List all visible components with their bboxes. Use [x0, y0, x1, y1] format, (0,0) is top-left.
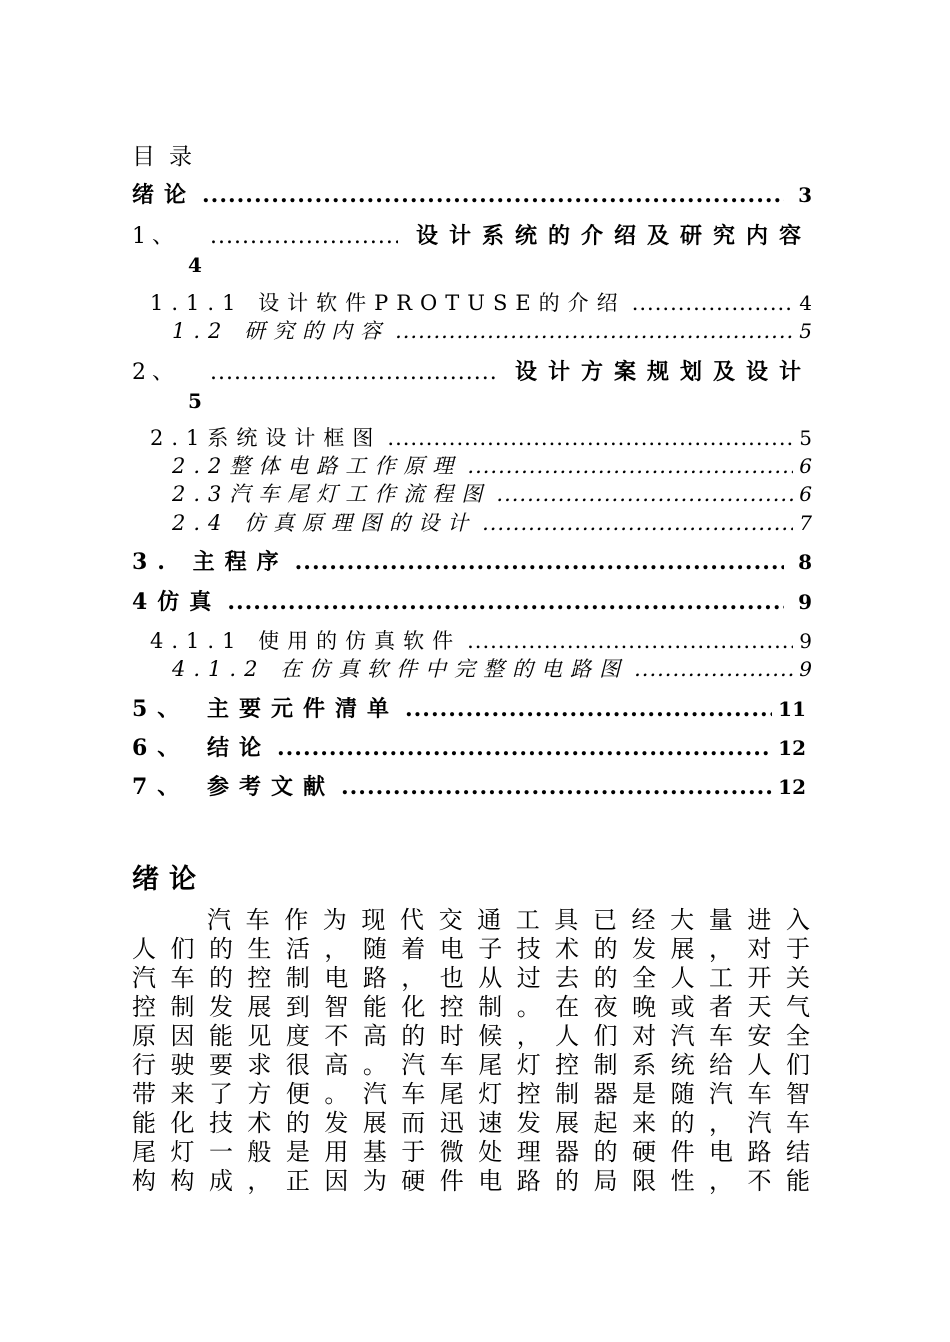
toc-entry-number: 2、 — [132, 360, 180, 385]
toc-leader-dots — [496, 479, 793, 509]
toc-entry-label: 5、 主要元件清单 — [132, 696, 399, 722]
toc-entry-chapter-1[interactable] — [132, 221, 812, 252]
toc-entry-page: 9 — [798, 590, 812, 614]
toc-entry-introduction[interactable] — [132, 180, 812, 210]
toc-entry-label: 3. 主程序 — [132, 549, 289, 575]
toc-entry-label: 设计方案规划及设计 — [514, 359, 812, 385]
toc-entry-page: 4 — [188, 253, 202, 277]
toc-entry-label: 4仿真 — [132, 589, 222, 615]
section-heading-introduction: 绪论 — [132, 864, 206, 895]
toc-entry-page: 9 — [799, 657, 812, 681]
toc-leader-dots — [210, 358, 497, 388]
paragraph-line: 带 来 了 方 便 。 汽 车 尾 灯 控 制 器 是 随 汽 车 智 — [132, 1080, 810, 1108]
toc-entry-page: 5 — [799, 319, 812, 343]
toc-entry-label: 2.4 仿真原理图的设计 — [172, 511, 477, 535]
toc-entry-chapter-5[interactable] — [132, 694, 806, 724]
toc-entry-chapter-6[interactable] — [132, 733, 806, 763]
toc-entry-label: 2.2整体电路工作原理 — [172, 454, 462, 478]
toc-entry-page: 4 — [799, 291, 812, 315]
toc-entry-number: 1、 — [132, 224, 180, 249]
toc-entry-label: 6、 结论 — [132, 735, 271, 761]
toc-entry-label: 1.2 研究的内容 — [172, 319, 390, 343]
toc-entry-page: 9 — [799, 629, 812, 653]
toc-entry-2-2[interactable] — [172, 451, 812, 481]
paragraph-line: 能 化 技 术 的 发 展 而 迅 速 发 展 起 来 的 ， 汽 车 — [132, 1109, 810, 1137]
toc-leader-dots — [467, 451, 793, 481]
toc-entry-label: 绪论 — [132, 182, 197, 208]
toc-entry-2-1[interactable] — [150, 423, 812, 453]
toc-entry-label: 4.1.2 在仿真软件中完整的电路图 — [172, 657, 629, 681]
toc-leader-dots — [467, 626, 793, 656]
toc-entry-page: 12 — [778, 775, 806, 799]
toc-entry-4-1-1[interactable] — [150, 626, 812, 656]
toc-entry-page: 12 — [778, 736, 806, 760]
toc-leader-dots — [341, 772, 772, 802]
paragraph-line: 汽 车 的 控 制 电 路 ， 也 从 过 去 的 全 人 工 开 关 — [132, 964, 810, 992]
toc-entry-2-3[interactable] — [172, 479, 812, 509]
toc-entry-page: 3 — [798, 183, 812, 207]
toc-leader-dots — [277, 733, 772, 763]
toc-leader-dots — [405, 694, 772, 724]
paragraph-line: 控 制 发 展 到 智 能 化 控 制 。 在 夜 晚 或 者 天 气 — [132, 993, 810, 1021]
toc-entry-1-1-1[interactable] — [150, 288, 812, 318]
toc-leader-dots — [210, 222, 398, 252]
toc-entry-page: 11 — [778, 697, 806, 721]
toc-title: 目录 — [132, 144, 206, 170]
toc-leader-dots — [227, 587, 784, 617]
toc-entry-1-2[interactable] — [172, 316, 812, 346]
toc-entry-2-4[interactable] — [172, 508, 812, 538]
paragraph-line: 构 构 成 ， 正 因 为 硬 件 电 路 的 局 限 性 ， 不 能 — [132, 1167, 810, 1195]
toc-entry-page: 7 — [799, 511, 812, 535]
toc-leader-dots — [634, 654, 793, 684]
toc-entry-label: 设计系统的介绍及研究内容 — [415, 223, 812, 249]
toc-leader-dots — [295, 547, 784, 577]
toc-leader-dots — [387, 423, 793, 453]
toc-leader-dots — [395, 316, 793, 346]
toc-leader-dots — [202, 180, 784, 210]
toc-entry-label: 2.1系统设计框图 — [150, 426, 382, 450]
paragraph-line: 原 因 能 见 度 不 高 的 时 候 ， 人 们 对 汽 车 安 全 — [132, 1022, 810, 1050]
toc-entry-page: 6 — [799, 482, 812, 506]
paragraph-line: 人 们 的 生 活 ， 随 着 电 子 技 术 的 发 展 ， 对 于 — [132, 935, 810, 963]
toc-leader-dots — [482, 508, 793, 538]
toc-entry-chapter-3[interactable] — [132, 547, 812, 577]
paragraph-line: 行 驶 要 求 很 高 。 汽 车 尾 灯 控 制 系 统 给 人 们 — [132, 1051, 810, 1079]
paragraph-line: 汽 车 作 为 现 代 交 通 工 具 已 经 大 量 进 入 — [207, 906, 810, 934]
introduction-paragraph — [132, 906, 810, 1196]
toc-entry-label: 2.3汽车尾灯工作流程图 — [172, 482, 491, 506]
toc-entry-page: 5 — [799, 426, 812, 450]
toc-entry-page: 8 — [798, 550, 812, 574]
paragraph-line: 尾 灯 一 般 是 用 基 于 微 处 理 器 的 硬 件 电 路 结 — [132, 1138, 810, 1166]
toc-entry-chapter-7[interactable] — [132, 772, 806, 802]
toc-entry-chapter-4[interactable] — [132, 587, 812, 617]
toc-leader-dots — [632, 288, 794, 318]
toc-entry-label: 4.1.1 使用的仿真软件 — [150, 629, 462, 653]
toc-entry-page: 5 — [188, 389, 202, 413]
toc-entry-4-1-2[interactable] — [172, 654, 812, 684]
toc-entry-chapter-2[interactable] — [132, 357, 812, 388]
toc-entry-label: 1.1.1 设计软件PROTUSE的介绍 — [150, 291, 626, 315]
toc-entry-label: 7、 参考文献 — [132, 774, 335, 800]
toc-entry-page: 6 — [799, 454, 812, 478]
